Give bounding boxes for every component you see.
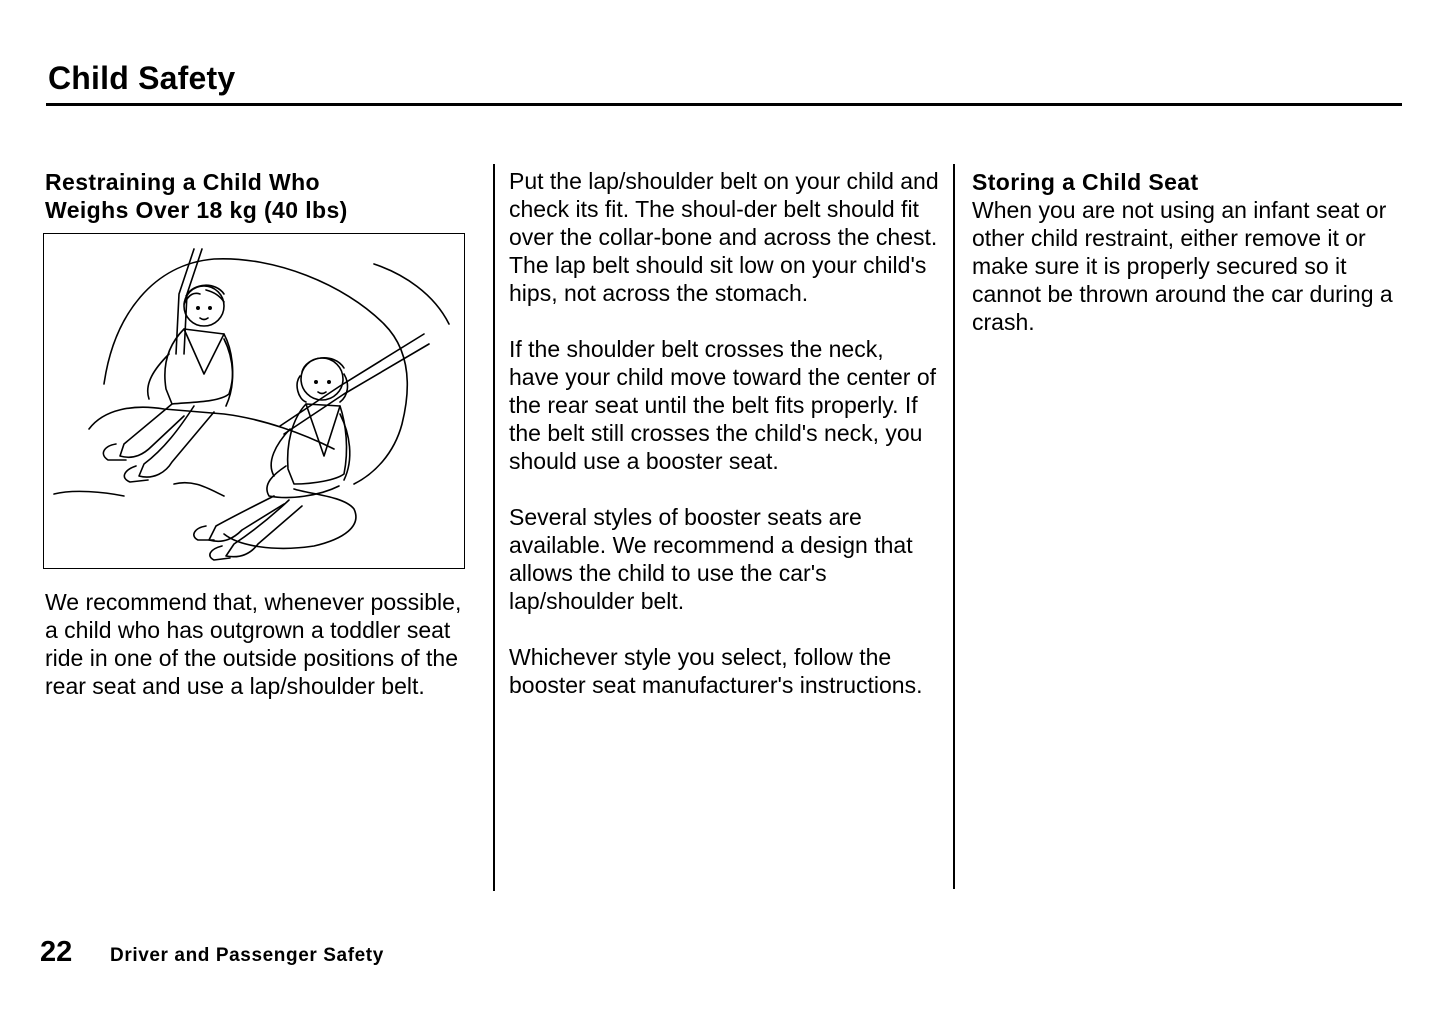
section-heading-storing: Storing a Child Seat — [972, 169, 1199, 195]
paragraph-booster-styles: Several styles of booster seats are available. We recommend a design that allows the child to use the car's lap/shoulder belt. — [509, 504, 913, 614]
footer-section-title: Driver and Passenger Safety — [110, 945, 384, 966]
column-2 — [509, 167, 939, 699]
column-1 — [45, 168, 475, 224]
children-in-booster-seats-illustration — [43, 233, 465, 569]
column-1-paragraph: We recommend that, whenever possible, a child who has outgrown a toddler seat ride in one of the outside positions of the rear seat and use a lap/shoulder belt. — [45, 589, 462, 699]
title-divider — [46, 103, 1402, 106]
paragraph-manufacturer-instructions: Whichever style you select, follow the booster seat manufacturer's instructions. — [509, 644, 923, 698]
column-divider-2 — [953, 164, 955, 889]
page-number: 22 — [40, 936, 73, 968]
section-heading-restraining: Restraining a Child Who Weighs Over 18 kg (40 lbs) — [45, 169, 348, 223]
page-title: Child Safety — [48, 60, 236, 96]
column-divider-1 — [493, 164, 495, 891]
paragraph-storing-seat: When you are not using an infant seat or other child restraint, either remove it or make sure it is properly secured so it cannot be thrown around the car during a crash. — [972, 197, 1393, 335]
paragraph-belt-crosses-neck: If the shoulder belt crosses the neck, have your child move toward the center of the rear seat until the belt fits properly. If the belt still crosses the child's neck, you should use a booster seat. — [509, 336, 937, 474]
paragraph-belt-fit: Put the lap/shoulder belt on your child and check its fit. The shoul-der belt should fit over the collar-bone and across the chest. The lap belt should sit low on your child's hips, not across the stomach. — [509, 168, 939, 306]
column-3 — [972, 168, 1402, 336]
